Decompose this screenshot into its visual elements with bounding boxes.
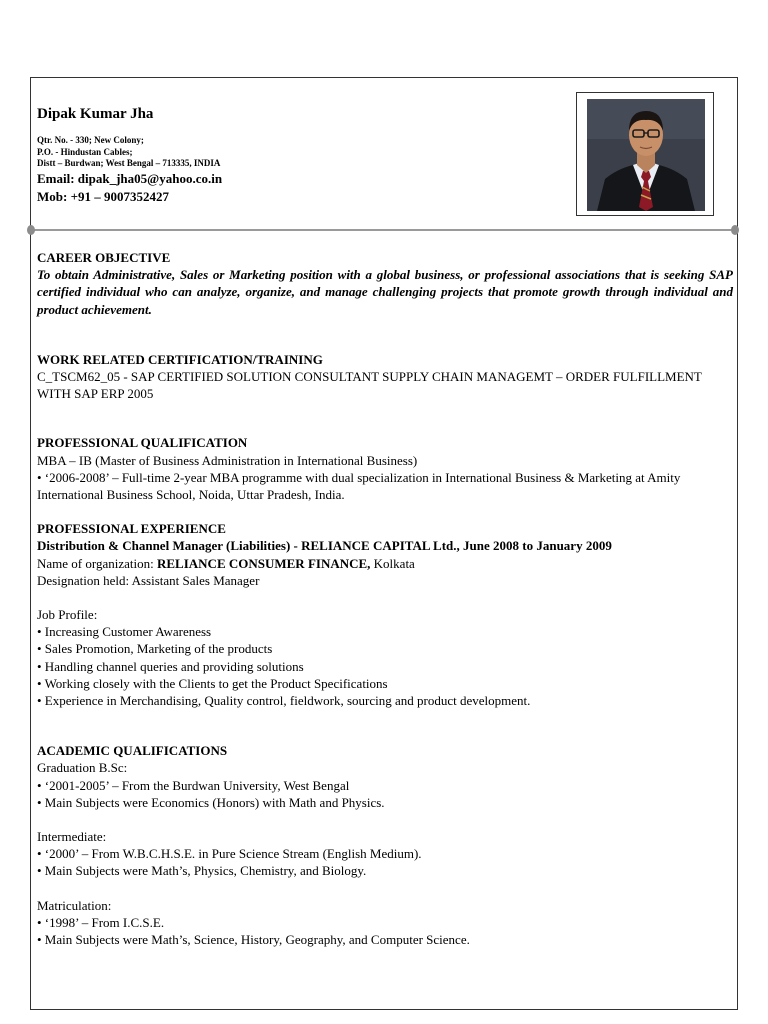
qualification-detail: • ‘2006-2008’ – Full-time 2-year MBA programme with dual specialization in International Business & Marketing at Amity International Business School, Noida, Uttar Pradesh, India. [37,469,681,503]
mobile-line: Mob: +91 – 9007352427 [37,188,169,204]
designation-line: Designation held: Assistant Sales Manager [37,572,260,588]
job-profile-item: • Increasing Customer Awareness [37,624,212,640]
resume-header [37,105,557,206]
job-profile-item: • Handling channel queries and providing solutions [37,658,304,674]
graduation-item: • Main Subjects were Economics (Honors) with Math and Physics. [37,794,385,810]
experience-title: Distribution & Channel Manager (Liabilities) - RELIANCE CAPITAL Ltd., June 2008 to January 2009 [37,538,612,554]
header-divider [31,229,737,231]
professional-experience-section [37,520,733,709]
profile-photo [587,99,705,211]
profile-photo-frame [576,92,714,216]
organization-city: Kolkata [370,555,415,571]
matriculation-item: • Main Subjects were Math’s, Science, History, Geography, and Computer Science. [37,932,470,948]
certification-heading: WORK RELATED CERTIFICATION/TRAINING [37,351,323,367]
professional-qualification-section [37,434,733,503]
job-profile-item: • Experience in Merchandising, Quality control, fieldwork, sourcing and product development. [37,693,531,709]
email-line: Email: dipak_jha05@yahoo.co.in [37,170,223,186]
organization-name: RELIANCE CONSUMER FINANCE, [156,555,371,571]
academic-heading: ACADEMIC QUALIFICATIONS [37,743,228,759]
divider-right-knob [731,225,739,235]
address-line-1: Qtr. No. - 330; New Colony; [37,135,144,145]
certification-text: C_TSCM62_05 - SAP CERTIFIED SOLUTION CONSULTANT SUPPLY CHAIN MANAGEMT – ORDER FULFILLMENT WITH SAP ERP 2005 [37,369,702,402]
graduation-label: Graduation B.Sc: [37,760,128,776]
matriculation-label: Matriculation: [37,897,112,913]
job-profile-item: • Working closely with the Clients to get the Product Specifications [37,675,388,691]
certification-section [37,351,733,403]
qualification-degree: MBA – IB (Master of Business Administration in International Business) [37,452,418,468]
intermediate-label: Intermediate: [37,829,107,845]
professional-experience-heading: PROFESSIONAL EXPERIENCE [37,521,226,537]
organization-prefix: Name of organization: [37,555,157,571]
resume-page [30,77,738,1010]
candidate-name: Dipak Kumar Jha [37,106,154,122]
intermediate-item: • Main Subjects were Math’s, Physics, Chemistry, and Biology. [37,863,367,879]
academic-section [37,742,733,948]
intermediate-item: • ‘2000’ – From W.B.C.H.S.E. in Pure Science Stream (English Medium). [37,846,422,862]
address-line-2: P.O. - Hindustan Cables; [37,146,133,157]
job-profile-label: Job Profile: [37,607,98,623]
graduation-item: • ‘2001-2005’ – From the Burdwan University, West Bengal [37,777,350,793]
resume-body [37,249,733,948]
divider-left-knob [27,225,35,235]
job-profile-item: • Sales Promotion, Marketing of the products [37,641,273,657]
professional-qualification-heading: PROFESSIONAL QUALIFICATION [37,435,248,451]
address-line-3: Distt – Burdwan; West Bengal – 713335, INDIA [37,158,221,168]
career-objective-text: To obtain Administrative, Sales or Marketing position with a global business, or professional associations that is seeking SAP certified individual who can analyze, organize, and manage challenging projects that promote growth through individual and product achievement. [37,267,733,317]
career-objective-heading: CAREER OBJECTIVE [37,250,171,265]
career-objective-section [37,249,733,318]
matriculation-item: • ‘1998’ – From I.C.S.E. [37,914,165,930]
organization-line [37,555,733,572]
